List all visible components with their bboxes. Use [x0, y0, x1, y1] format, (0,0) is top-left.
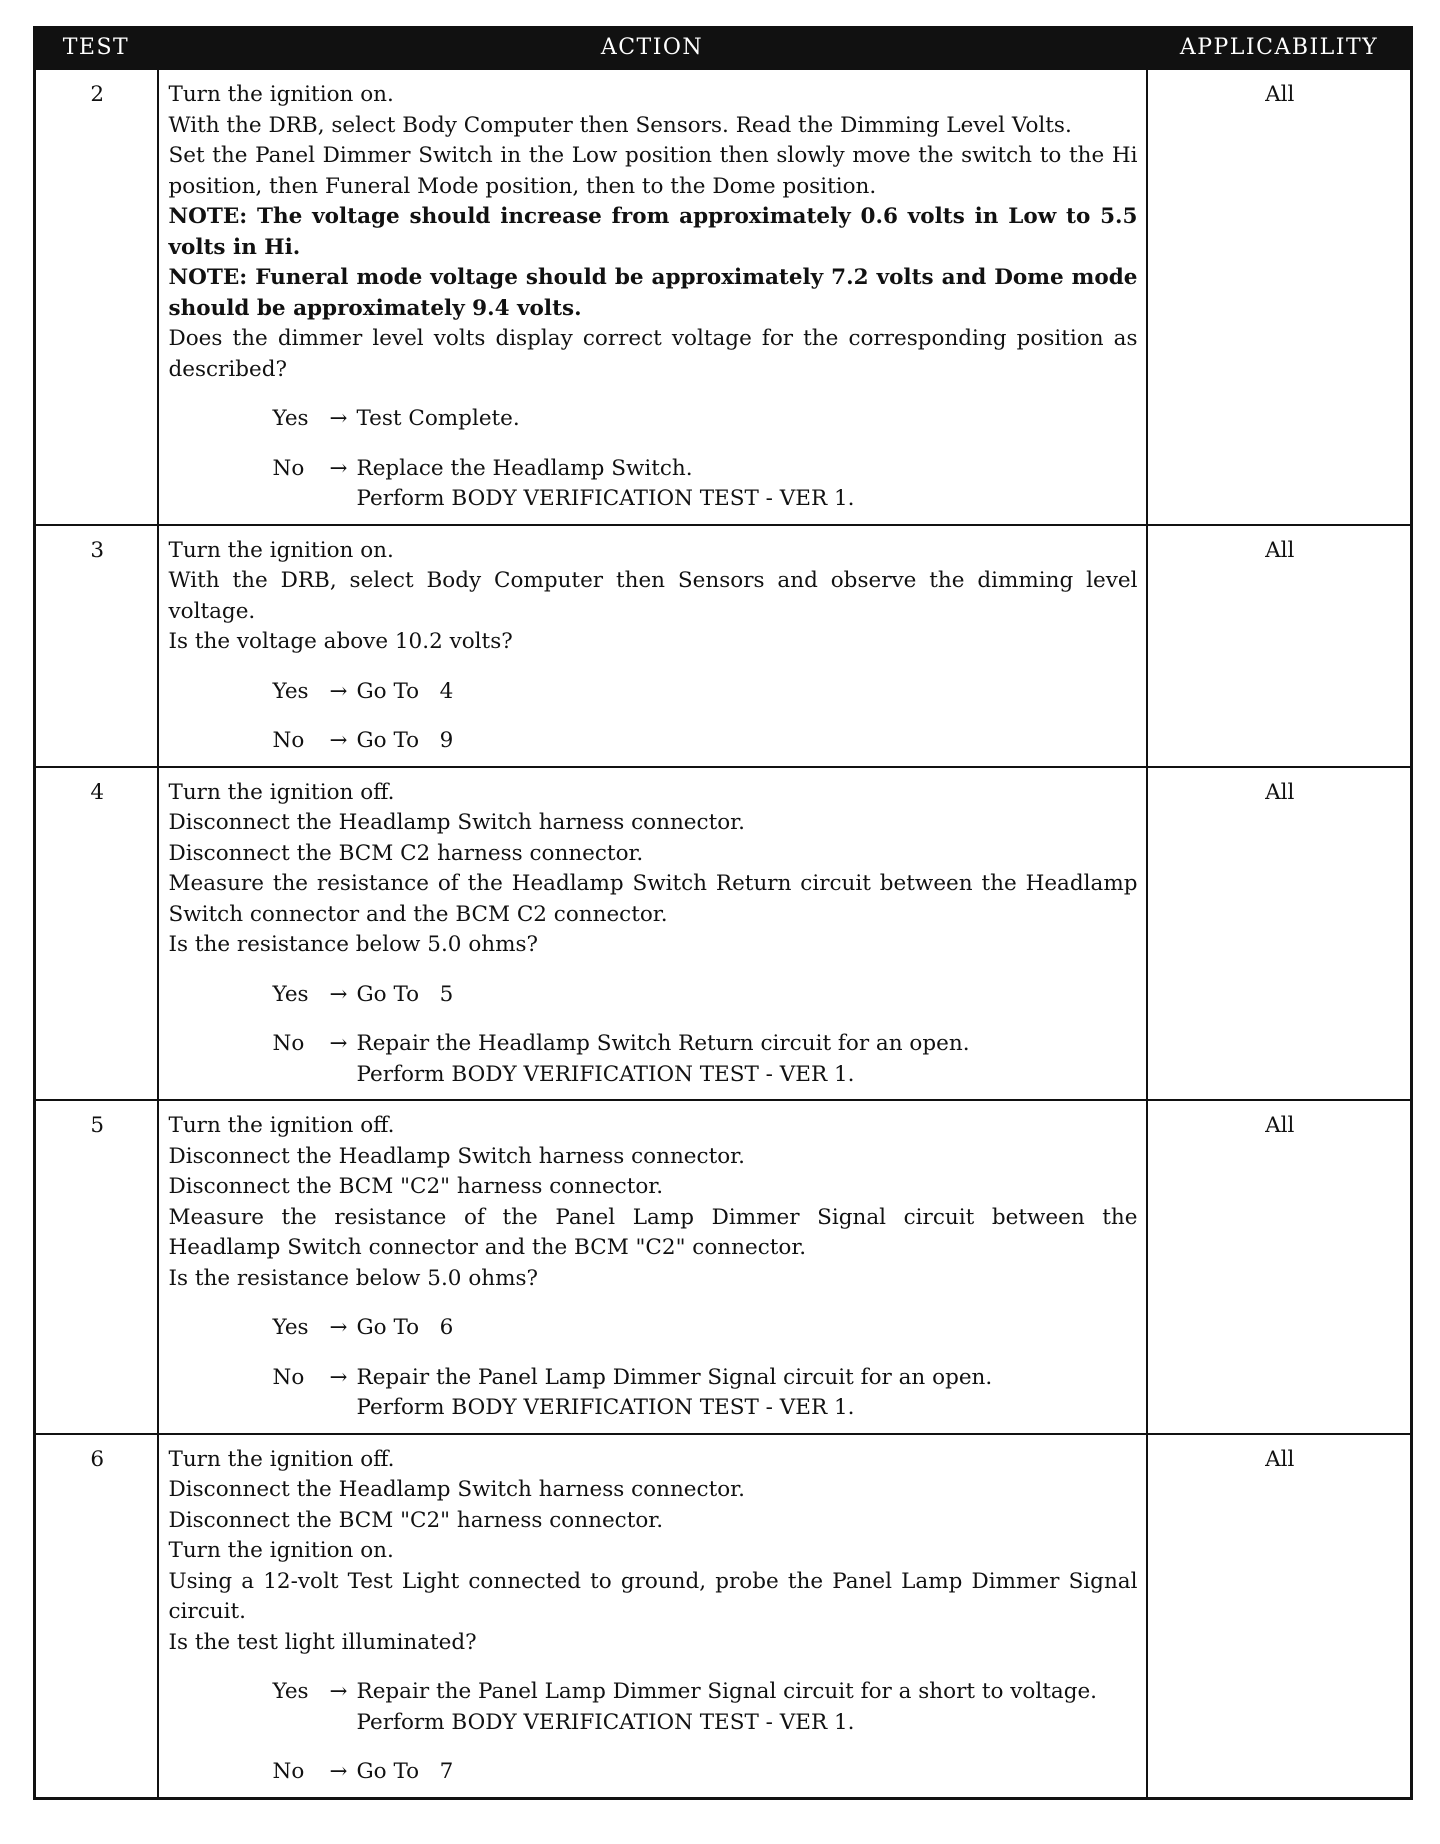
arrow-right-icon: → — [329, 455, 348, 481]
test-action — [158, 767, 1147, 1101]
arrow-right-icon: → — [329, 1679, 348, 1704]
answer-result — [357, 1029, 1138, 1090]
step-text: Disconnect the BCM "C2" harness connector. — [168, 1174, 664, 1199]
result-text: Go To 4 — [356, 678, 454, 704]
arrow-right-icon: → — [329, 728, 348, 753]
result-text: Perform BODY VERIFICATION TEST - VER 1. — [356, 1395, 855, 1420]
test-applicability: All — [1147, 69, 1412, 525]
result-text: Test Complete. — [356, 406, 520, 431]
answer-options — [273, 1677, 1138, 1788]
answer-result — [357, 1757, 1138, 1788]
step-text: With the DRB, select Body Computer then Sensors. Read the Dimming Level Volts. — [168, 112, 1072, 138]
test-number: 5 — [35, 1100, 158, 1434]
note-text: NOTE: Funeral mode voltage should be approximately 7.2 volts and Dome mode should be approximately 9.4 volts. — [168, 265, 1138, 321]
step-text: Using a 12-volt Test Light connected to ground, probe the Panel Lamp Dimmer Signal circuit. — [168, 1568, 1138, 1624]
answer-result — [357, 404, 1138, 435]
test-action — [158, 1100, 1147, 1434]
answer-label: No — [272, 728, 305, 753]
answer-label: Yes — [272, 678, 309, 704]
answer-label: No — [272, 1364, 305, 1390]
answer-no — [273, 1757, 1138, 1788]
answer-label: Yes — [272, 981, 309, 1007]
arrow-right-icon: → — [329, 406, 348, 431]
answer-result — [357, 726, 1138, 757]
answer-result — [357, 1363, 1138, 1424]
result-text: Perform BODY VERIFICATION TEST - VER 1. — [356, 1709, 855, 1735]
answer-label: Yes — [272, 1679, 309, 1704]
answer-result — [357, 454, 1138, 515]
test-question: Does the dimmer level volts display correct voltage for the corresponding position as described? — [168, 326, 1138, 382]
answer-yes — [273, 677, 1138, 708]
test-applicability: All — [1147, 525, 1412, 767]
arrow-right-icon: → — [329, 1364, 348, 1390]
test-number: 3 — [35, 525, 158, 767]
test-applicability: All — [1147, 1100, 1412, 1434]
answer-label: Yes — [272, 406, 309, 431]
test-question: Is the resistance below 5.0 ohms? — [168, 932, 539, 957]
answer-result — [357, 1677, 1138, 1738]
answer-label: No — [272, 1031, 305, 1056]
test-action — [158, 525, 1147, 767]
answer-no — [273, 1363, 1138, 1424]
answer-yes — [273, 980, 1138, 1011]
answer-options — [273, 677, 1138, 757]
header-test: TEST — [35, 28, 158, 69]
header-action: ACTION — [158, 28, 1147, 69]
arrow-right-icon: → — [329, 1031, 348, 1056]
test-row — [35, 767, 1412, 1101]
result-text: Go To 5 — [356, 981, 454, 1007]
step-text: Disconnect the Headlamp Switch harness connector. — [168, 1143, 745, 1169]
test-question: Is the resistance below 5.0 ohms? — [168, 1265, 539, 1291]
answer-label: No — [272, 455, 305, 481]
arrow-right-icon: → — [329, 981, 348, 1007]
result-text: Perform BODY VERIFICATION TEST - VER 1. — [356, 486, 855, 511]
step-text: Turn the ignition on. — [168, 537, 394, 563]
test-row — [35, 525, 1412, 767]
step-text: Turn the ignition on. — [168, 82, 394, 107]
result-text: Replace the Headlamp Switch. — [356, 455, 693, 481]
result-text: Repair the Panel Lamp Dimmer Signal circuit for an open. — [356, 1364, 993, 1390]
result-text: Go To 6 — [356, 1315, 454, 1340]
result-text: Repair the Panel Lamp Dimmer Signal circuit for a short to voltage. — [356, 1679, 1098, 1704]
test-action — [158, 1434, 1147, 1799]
test-question: Is the voltage above 10.2 volts? — [168, 629, 513, 654]
answer-options — [273, 404, 1138, 515]
test-action — [158, 69, 1147, 525]
step-text: Turn the ignition off. — [168, 1113, 395, 1138]
step-text: Set the Panel Dimmer Switch in the Low position then slowly move the switch to the Hi position, then Funeral Mode position, then to the Dome position. — [168, 143, 1138, 199]
step-text: Turn the ignition off. — [168, 1446, 395, 1472]
test-number: 6 — [35, 1434, 158, 1799]
answer-yes — [273, 1313, 1138, 1344]
step-text: Turn the ignition off. — [168, 779, 395, 805]
step-text: Measure the resistance of the Panel Lamp Dimmer Signal circuit between the Headlamp Switch connector and the BCM "C2" connector. — [168, 1204, 1138, 1260]
step-text: With the DRB, select Body Computer then Sensors and observe the dimming level voltage. — [168, 568, 1138, 624]
step-text: Disconnect the Headlamp Switch harness connector. — [168, 810, 745, 835]
answer-label: Yes — [272, 1315, 309, 1340]
answer-no — [273, 454, 1138, 515]
header-applicability: APPLICABILITY — [1147, 28, 1412, 69]
test-number: 4 — [35, 767, 158, 1101]
step-text: Measure the resistance of the Headlamp Switch Return circuit between the Headlamp Switch connector and the BCM C2 connector. — [168, 871, 1138, 927]
test-applicability: All — [1147, 1434, 1412, 1799]
result-text: Perform BODY VERIFICATION TEST - VER 1. — [356, 1061, 855, 1087]
answer-yes — [273, 1677, 1138, 1738]
answer-result — [357, 677, 1138, 708]
arrow-right-icon: → — [329, 1315, 348, 1340]
answer-no — [273, 1029, 1138, 1090]
test-applicability: All — [1147, 767, 1412, 1101]
test-row — [35, 69, 1412, 525]
answer-result — [357, 980, 1138, 1011]
result-text: Go To 9 — [356, 728, 454, 753]
result-text: Repair the Headlamp Switch Return circuit for an open. — [356, 1031, 970, 1056]
answer-result — [357, 1313, 1138, 1344]
test-number: 2 — [35, 69, 158, 525]
answer-options — [273, 980, 1138, 1091]
step-text: Disconnect the Headlamp Switch harness connector. — [168, 1477, 745, 1502]
arrow-right-icon: → — [329, 678, 348, 704]
answer-options — [273, 1313, 1138, 1424]
note-text: NOTE: The voltage should increase from approximately 0.6 volts in Low to 5.5 volts in Hi. — [168, 204, 1138, 260]
test-row — [35, 1434, 1412, 1799]
answer-yes — [273, 404, 1138, 435]
test-question: Is the test light illuminated? — [168, 1629, 477, 1655]
answer-no — [273, 726, 1138, 757]
test-row — [35, 1100, 1412, 1434]
result-text: Go To 7 — [356, 1759, 454, 1784]
diagnostic-test-table — [33, 26, 1413, 1800]
step-text: Disconnect the BCM "C2" harness connector. — [168, 1507, 664, 1533]
header-row — [35, 28, 1412, 69]
step-text: Disconnect the BCM C2 harness connector. — [168, 840, 644, 866]
arrow-right-icon: → — [329, 1759, 348, 1784]
step-text: Turn the ignition on. — [168, 1538, 394, 1563]
answer-label: No — [272, 1759, 305, 1784]
